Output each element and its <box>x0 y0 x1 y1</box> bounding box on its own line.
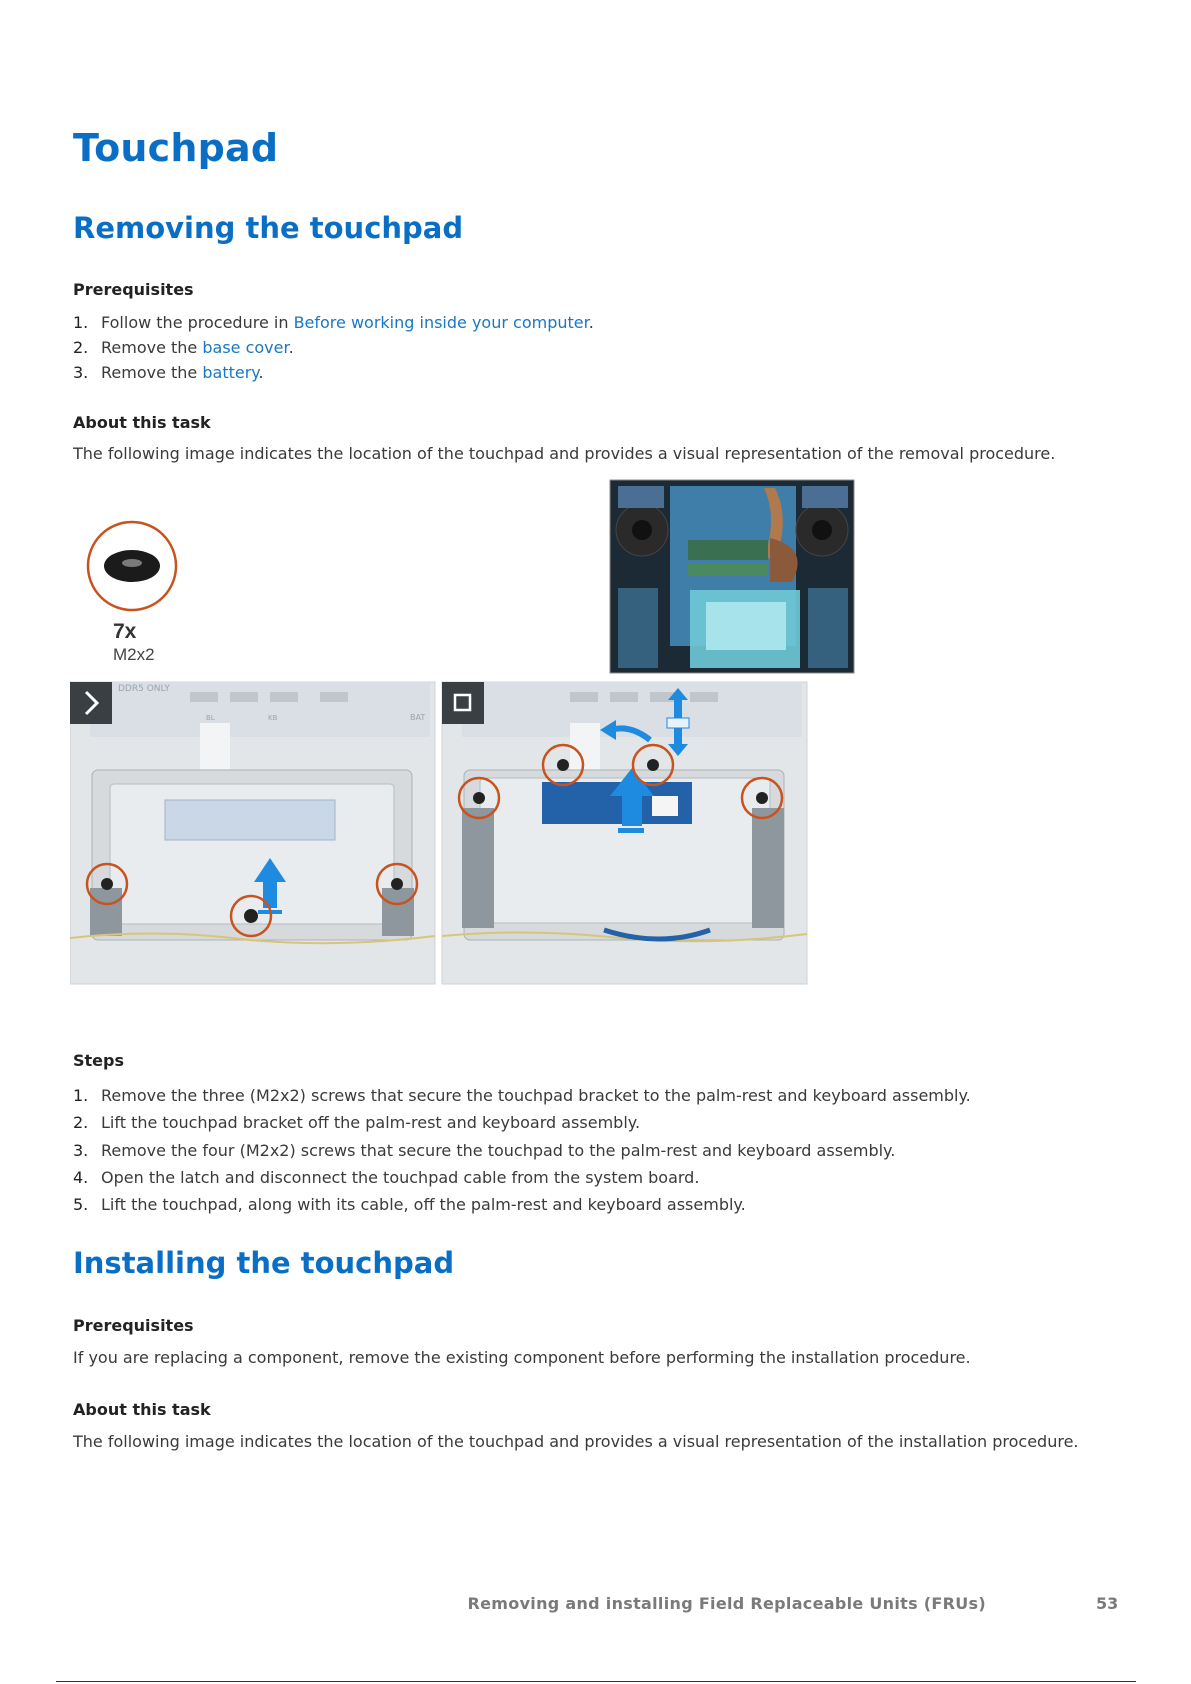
pcb-label-kb: KB <box>268 714 278 722</box>
step-number: 5. <box>73 1195 89 1215</box>
overview-image <box>610 480 854 673</box>
list-item <box>73 335 594 360</box>
step-number: 1. <box>73 1086 89 1105</box>
link-before-working[interactable]: Before working inside your computer <box>293 313 589 332</box>
list-number: 2. <box>73 338 89 357</box>
cable-disconnect-arrow-icon <box>667 688 689 756</box>
steps-list <box>73 1082 971 1218</box>
step-item <box>73 1109 971 1136</box>
list-text: Remove the <box>101 338 203 357</box>
list-text: Follow the procedure in <box>101 313 294 332</box>
section-heading-removing: Removing the touchpad <box>73 211 464 245</box>
footer-divider <box>56 1681 1136 1682</box>
pcb-label-bat: BAT <box>410 713 426 722</box>
step-number: 4. <box>73 1167 89 1187</box>
pcb-label-bl: BL <box>206 714 215 722</box>
link-battery[interactable]: battery <box>202 363 259 382</box>
steps-heading: Steps <box>73 1051 124 1070</box>
section-heading-installing: Installing the touchpad <box>73 1246 455 1280</box>
step-text: Lift the touchpad, along with its cable, off the palm-rest and keyboard assembly. <box>101 1195 746 1215</box>
step-text: Remove the four (M2x2) screws that secure the touchpad to the palm-rest and keyboard assembly. <box>101 1140 896 1160</box>
list-text-end: . <box>588 313 594 332</box>
step-item <box>73 1164 971 1191</box>
install-about-text: The following image indicates the location of the touchpad and provides a visual representation of the installation procedure. <box>73 1432 1079 1451</box>
step-item <box>73 1137 971 1164</box>
about-task-heading: About this task <box>73 413 211 432</box>
step-text: Remove the three (M2x2) screws that secure the touchpad bracket to the palm-rest and keyboard assembly. <box>101 1086 971 1105</box>
install-about-heading: About this task <box>73 1400 211 1419</box>
list-text-end: . <box>258 363 264 382</box>
list-number: 3. <box>73 363 89 382</box>
pcb-label-ddr5: DDR5 ONLY <box>118 684 170 694</box>
page-number: 53 <box>1096 1594 1119 1613</box>
step-item <box>73 1191 971 1218</box>
screw-type: M2x2 <box>113 645 155 664</box>
screw-count: 7x <box>113 620 137 643</box>
install-prerequisites-text: If you are replacing a component, remove the existing component before performing the installation procedure. <box>73 1348 971 1367</box>
list-number: 1. <box>73 313 89 332</box>
list-text-end: . <box>288 338 294 357</box>
step-item <box>73 1082 971 1109</box>
list-item <box>73 310 594 335</box>
link-base-cover[interactable]: base cover <box>202 338 289 357</box>
screw-callout <box>88 522 176 664</box>
step-panel-1 <box>70 682 435 984</box>
about-task-text: The following image indicates the location of the touchpad and provides a visual representation of the removal procedure. <box>73 444 1056 463</box>
page-title: Touchpad <box>73 126 279 170</box>
removal-figure <box>70 478 870 1013</box>
step-panel-2 <box>442 682 807 984</box>
list-item <box>73 360 594 385</box>
prerequisites-list <box>73 310 594 385</box>
step-text: Lift the touchpad bracket off the palm-rest and keyboard assembly. <box>101 1113 641 1133</box>
footer-section-title: Removing and installing Field Replaceable Units (FRUs) <box>467 1594 986 1613</box>
list-text: Remove the <box>101 363 203 382</box>
step-number: 2. <box>73 1113 89 1133</box>
prerequisites-heading: Prerequisites <box>73 280 194 299</box>
step-text: Open the latch and disconnect the touchpad cable from the system board. <box>101 1167 700 1187</box>
step-number: 3. <box>73 1140 89 1160</box>
install-prerequisites-heading: Prerequisites <box>73 1316 194 1335</box>
